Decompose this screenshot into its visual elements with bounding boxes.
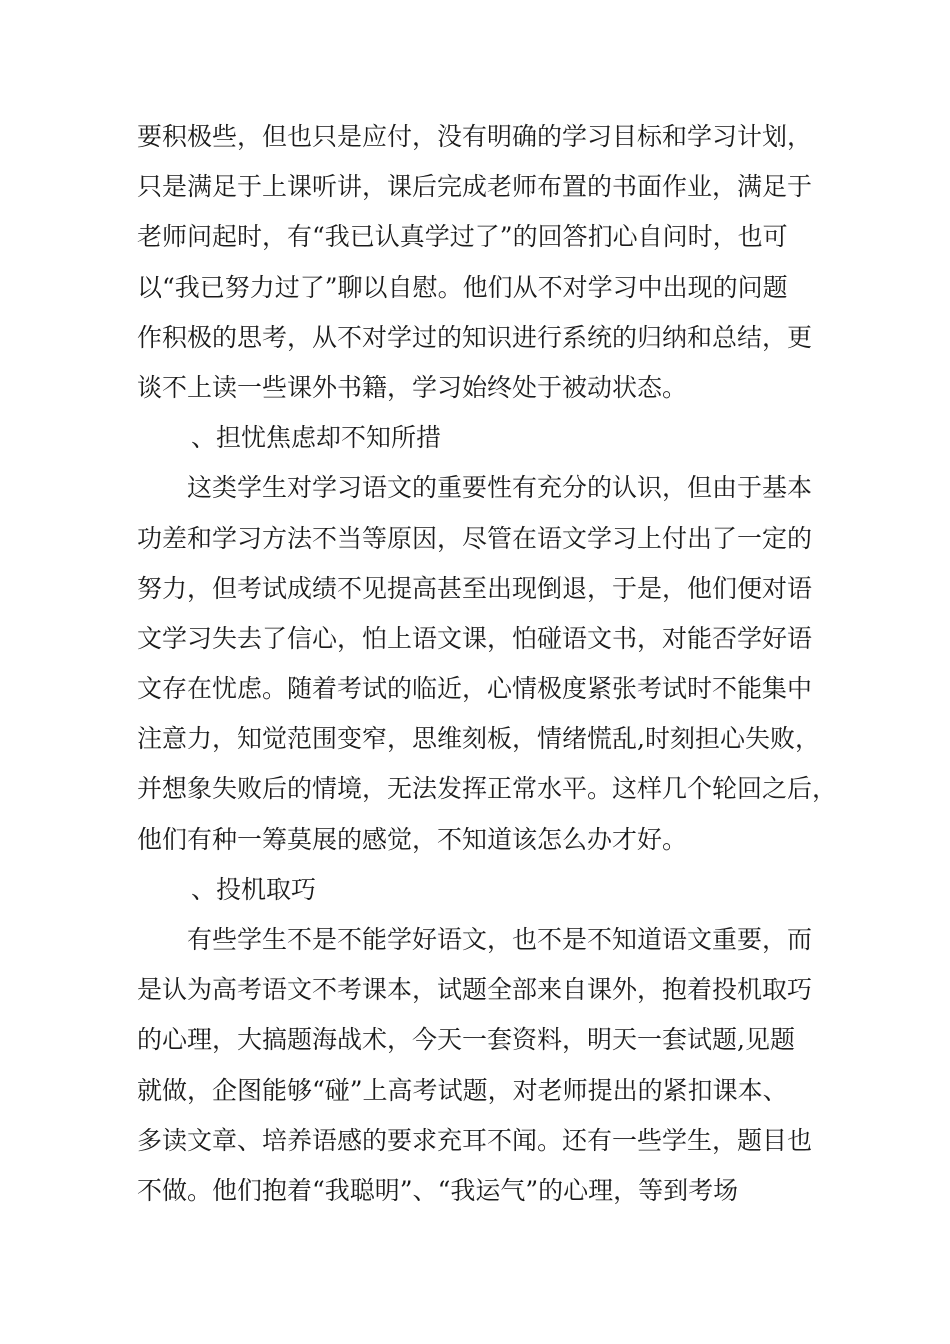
text-line: 要积极些，但也只是应付，没有明确的学习目标和学习计划， xyxy=(137,122,813,151)
text-line: 就做，企图能够“碰”上高考试题，对老师提出的紧扣课本、 xyxy=(137,1075,788,1105)
text-line: 多读文章、培养语感的要求充耳不闻。还有一些学生，题目也 xyxy=(137,1125,813,1155)
paragraph-first-line: 这类学生对学习语文的重要性有充分的认识，但由于基本 xyxy=(187,473,813,503)
section-heading: 、担忧焦虑却不知所措 xyxy=(191,423,442,453)
text-line: 努力，但考试成绩不见提高甚至出现倒退，于是，他们便对语 xyxy=(137,573,813,603)
text-line: 作积极的思考，从不对学过的知识进行系统的归纳和总结，更 xyxy=(137,322,813,352)
body-text xyxy=(137,112,857,1216)
text-line: 不做。他们抱着“我聪明”、“我运气”的心理，等到考场 xyxy=(137,1175,739,1205)
text-line: 注意力，知觉范围变窄，思维刻板，情绪慌乱,时刻担心失败， xyxy=(137,724,820,754)
text-line: 的心理，大搞题海战术，今天一套资料，明天一套试题,见题 xyxy=(137,1025,795,1055)
text-line: 老师问起时，有“我已认真学过了”的回答扪心自问时，也可 xyxy=(137,222,788,252)
text-line: 是认为高考语文不考课本，试题全部来自课外，抱着投机取巧 xyxy=(137,975,813,1005)
text-line: 只是满足于上课听讲，课后完成老师布置的书面作业，满足于 xyxy=(137,172,813,202)
text-line: 文学习失去了信心，怕上语文课，怕碰语文书，对能否学好语 xyxy=(137,623,813,653)
text-line: 并想象失败后的情境，无法发挥正常水平。这样几个轮回之后， xyxy=(137,774,838,804)
section-heading: 、投机取巧 xyxy=(191,874,317,904)
text-line: 谈不上读一些课外书籍，学习始终处于被动状态。 xyxy=(137,372,688,402)
paragraph-first-line: 有些学生不是不能学好语文，也不是不知道语文重要，而 xyxy=(187,925,813,954)
text-line: 功差和学习方法不当等原因，尽管在语文学习上付出了一定的 xyxy=(137,523,813,553)
text-line: 他们有种一筹莫展的感觉，不知道该怎么办才好。 xyxy=(137,824,688,854)
text-line: 文存在忧虑。随着考试的临近，心情极度紧张考试时不能集中 xyxy=(137,674,813,704)
text-line: 以“我已努力过了”聊以自慰。他们从不对学习中出现的问题 xyxy=(137,272,788,302)
